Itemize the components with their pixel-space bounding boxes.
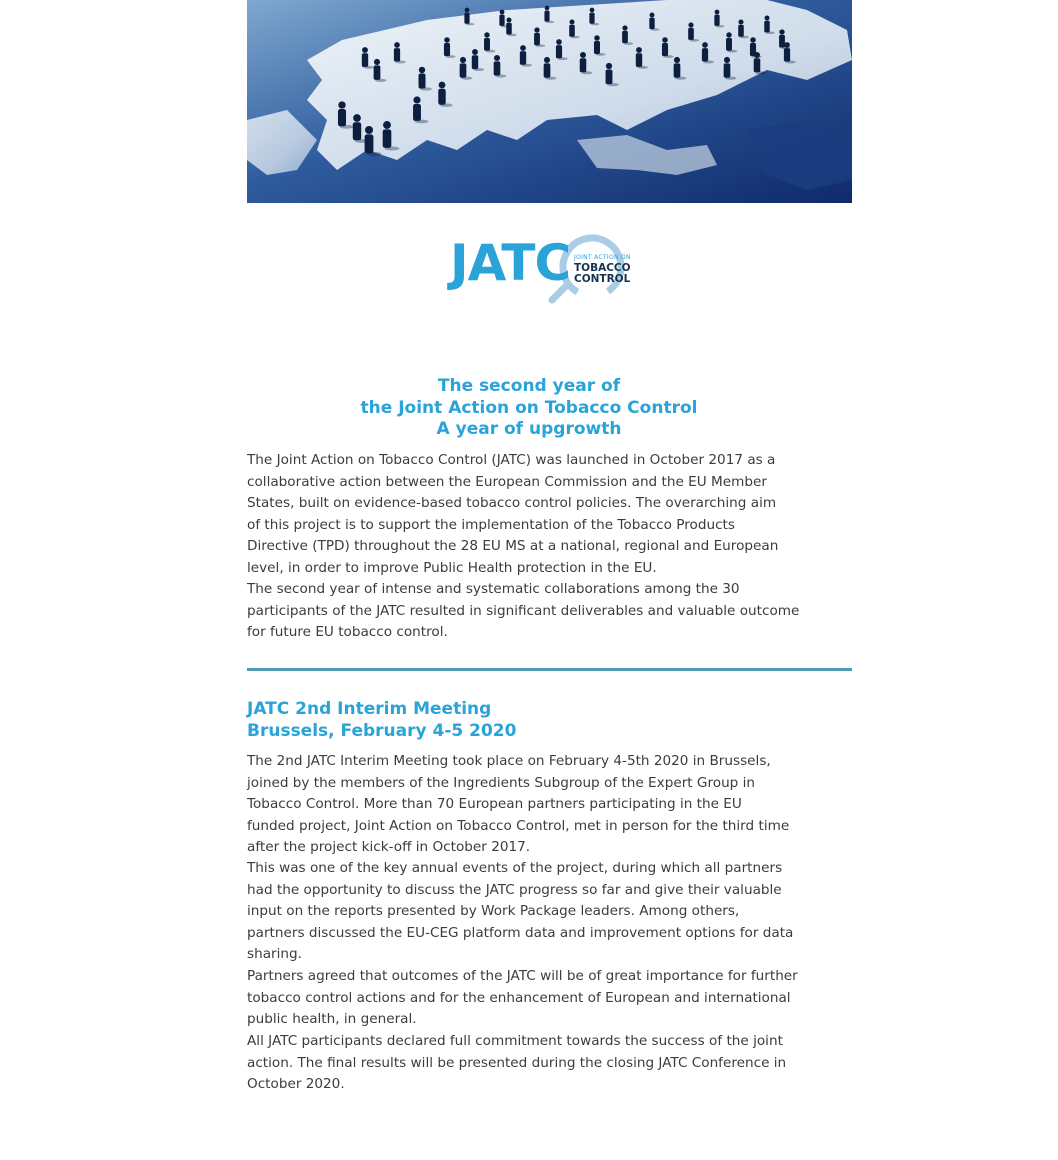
- meeting-title-line-1: JATC 2nd Interim Meeting: [247, 699, 492, 719]
- meeting-title: [247, 699, 516, 742]
- logo-subtitle: [574, 252, 631, 285]
- header-banner-image: [247, 0, 852, 203]
- intro-title-line-1: The second year of: [437, 376, 621, 396]
- logo-line-3: CONTROL: [574, 273, 631, 285]
- intro-title-line-2: the Joint Action on Tobacco Control: [360, 397, 698, 418]
- meeting-paragraph-4: All JATC participants declared full commitment towards the success of the joint action. The final results will be presented during the closing JATC Conference in October 2020.: [247, 1033, 787, 1093]
- jatc-logo: [448, 232, 638, 306]
- meeting-title-line-2: Brussels, February 4-5 2020: [247, 720, 517, 741]
- logo-wordmark: JATC: [450, 234, 571, 292]
- logo-line-1: JOINT ACTION ON: [574, 254, 631, 261]
- logo-line-2: TOBACCO: [574, 262, 631, 274]
- intro-title: [247, 376, 811, 441]
- meeting-paragraph-3: Partners agreed that outcomes of the JATC will be of great importance for further tobacco control actions and for the enhancement of European and international public health, in general.: [247, 968, 798, 1028]
- intro-paragraph-1: The Joint Action on Tobacco Control (JATC) was launched in October 2017 as a collaborative action between the European Commission and the EU Member States, built on evidence-based tobacco control policies. The overarching aim of this project is to support the implementation of the Tobacco Products Directive (TPD) throughout the 28 EU MS at a national, regional and European level, in order to improve Public Health protection in the EU.: [247, 452, 779, 576]
- meeting-paragraph-2: This was one of the key annual events of the project, during which all partners had the opportunity to discuss the JATC progress so far and give their valuable input on the reports presented by Work Package leaders. Among others, partners discussed the EU-CEG platform data and improvement options for data sharing.: [247, 860, 794, 963]
- europe-map-icon: [247, 0, 852, 203]
- intro-paragraph-2: The second year of intense and systematic collaborations among the 30 participants of the JATC resulted in significant deliverables and valuable outcome for future EU tobacco control.: [247, 581, 800, 641]
- intro-title-line-3: A year of upgrowth: [436, 419, 622, 439]
- section-divider: [247, 668, 852, 671]
- meeting-paragraph-1: The 2nd JATC Interim Meeting took place on February 4-5th 2020 in Brussels, joined by the members of the Ingredients Subgroup of the Expert Group in Tobacco Control. More than 70 European partners participating in the EU funded project, Joint Action on Tobacco Control, met in person for the third time after the project kick-off in October 2017.: [247, 753, 790, 856]
